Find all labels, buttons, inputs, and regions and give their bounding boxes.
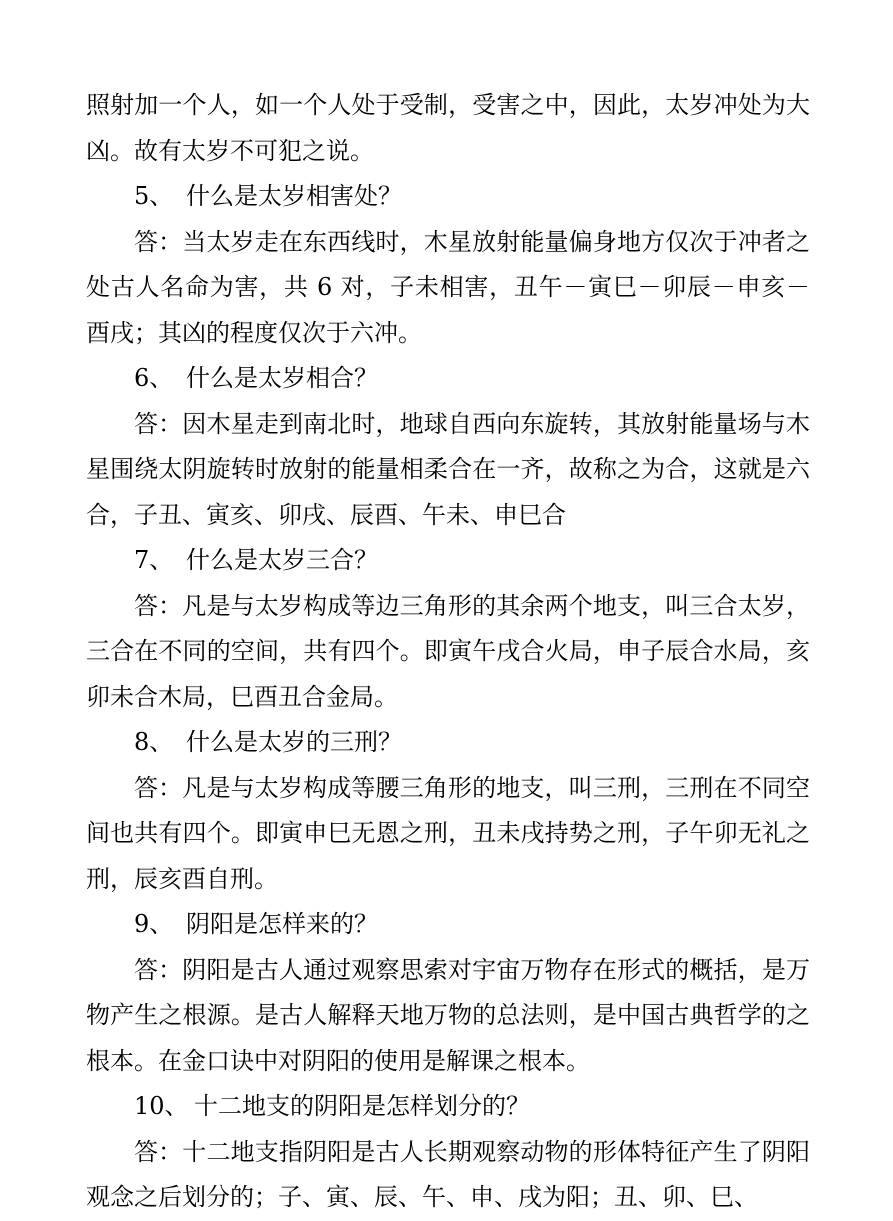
- paragraph: 照射加一个人，如一个人处于受制，受害之中，因此，太岁冲处为大凶。故有太岁不可犯之说。: [86, 91, 810, 165]
- question-number: 7、: [134, 546, 174, 574]
- question-heading: [86, 356, 810, 402]
- question-number: 5、: [134, 182, 174, 210]
- answer-paragraph: 答：因木星走到南北时，地球自西向东旋转，其放射能量场与木星围绕太阴旋转时放射的能量相柔合在一齐，故称之为合，这就是六合，子丑、寅亥、卯戌、辰酉、午未、申巳合: [86, 409, 810, 529]
- question-number: 9、: [134, 910, 174, 938]
- question-number: 10、: [134, 1092, 189, 1120]
- answer-paragraph: 答：凡是与太岁构成等腰三角形的地支，叫三刑，三刑在不同空间也共有四个。即寅申巳无恩之刑，丑未戌持势之刑，子午卯无礼之刑，辰亥酉自刑。: [86, 773, 810, 893]
- question-text: 阴阳是怎样来的？: [186, 910, 378, 938]
- question-heading: [86, 538, 810, 584]
- question-heading: [86, 902, 810, 948]
- question-heading: [86, 1084, 810, 1130]
- question-text: 什么是太岁相害处？: [186, 182, 402, 210]
- answer-paragraph: 答：凡是与太岁构成等边三角形的其余两个地支，叫三合太岁，三合在不同的空间，共有四个。即寅午戌合火局，申子辰合水局，亥卯未合木局，巳酉丑合金局。: [86, 591, 810, 711]
- question-text: 什么是太岁相合？: [186, 364, 378, 392]
- question-heading: [86, 174, 810, 220]
- document-body: [86, 83, 810, 1221]
- question-number: 8、: [134, 728, 174, 756]
- question-text: 十二地支的阴阳是怎样划分的？: [194, 1092, 530, 1120]
- answer-paragraph: 答：阴阳是古人通过观察思索对宇宙万物存在形式的概括，是万物产生之根源。是古人解释天地万物的总法则，是中国古典哲学的之根本。在金口诀中对阴阳的使用是解课之根本。: [86, 955, 810, 1075]
- question-text: 什么是太岁三合？: [186, 546, 378, 574]
- answer-paragraph: 答：当太岁走在东西线时，木星放射能量偏身地方仅次于冲者之处古人名命为害，共 6 对，子未相害，丑午－寅巳－卯辰－申亥－酉戌；其凶的程度仅次于六冲。: [86, 227, 810, 347]
- question-text: 什么是太岁的三刑？: [186, 728, 402, 756]
- answer-paragraph: 答：十二地支指阴阳是古人长期观察动物的形体特征产生了阴阳观念之后划分的；子、寅、辰、午、申、戌为阳；丑、卯、巳、: [86, 1137, 810, 1211]
- question-heading: [86, 720, 810, 766]
- question-number: 6、: [134, 364, 174, 392]
